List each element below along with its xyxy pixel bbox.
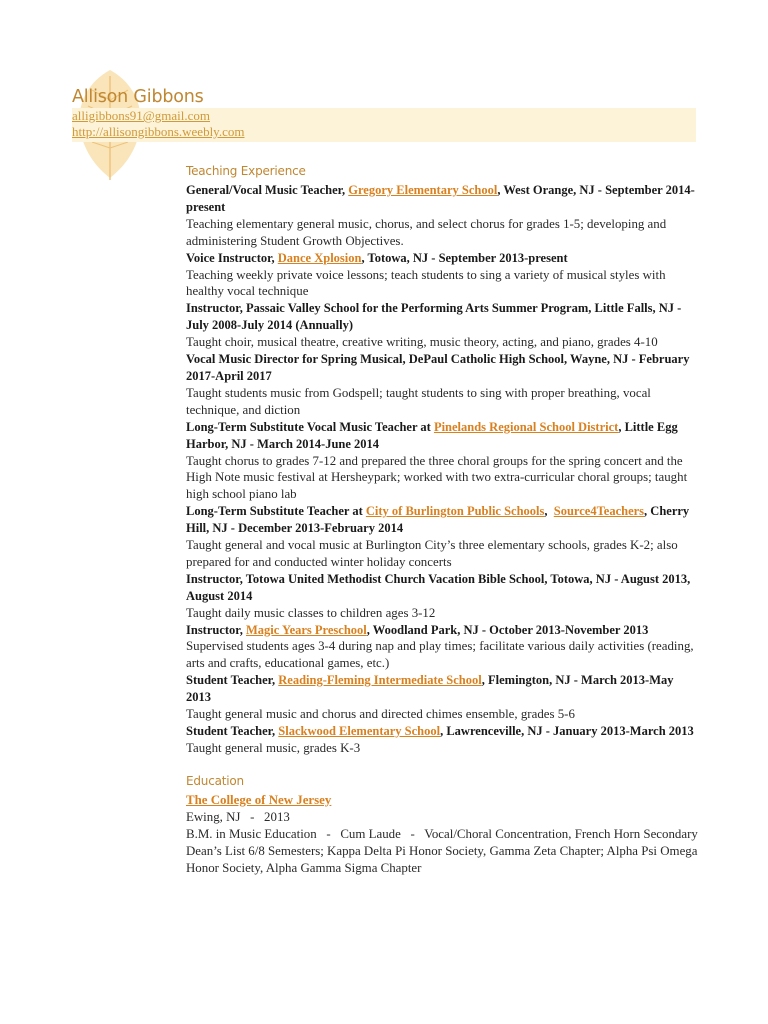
- entry-title: Student Teacher,: [186, 724, 279, 738]
- entry-description: Taught choir, musical theatre, creative writing, music theory, acting, and piano, grades 4-10: [186, 335, 658, 350]
- honors-line: Dean’s List 6/8 Semesters; Kappa Delta Pi Honor Society, Gamma Zeta Chapter; Alpha Psi Omega Honor Society, Alpha Gamma Sigma Chapter: [186, 843, 701, 875]
- entry-description: Teaching weekly private voice lessons; teach students to sing a variety of musical styles with healthy vocal technique: [186, 267, 666, 299]
- entry-description: Taught general music, grades K-3: [186, 740, 361, 755]
- entry-location-date: , Lawrenceville, NJ - January 2013-March 2013: [440, 724, 694, 738]
- entry-heading: [186, 622, 698, 639]
- entry-location-date: , West Orange, NJ - September 2014-present: [186, 183, 695, 214]
- section-title-teaching: Teaching Experience: [186, 164, 306, 178]
- email-link[interactable]: alligibbons91@gmail.com: [72, 108, 210, 123]
- school-location-year: Ewing, NJ - 2013: [186, 809, 290, 824]
- entry-title: Voice Instructor,: [186, 250, 278, 265]
- experience-entry: [186, 503, 698, 571]
- employer-link[interactable]: City of Burlington Public Schools: [365, 504, 545, 519]
- experience-entry: [186, 419, 698, 504]
- experience-entry: [186, 571, 698, 622]
- experience-entry: [186, 300, 698, 351]
- entry-title: Instructor,: [186, 622, 246, 637]
- entry-description: Taught chorus to grades 7-12 and prepared the three choral groups for the spring concert and the High Note music festival at Hersheypark; worked with two extra-curricular choral groups; taught high school piano lab: [186, 453, 688, 502]
- employer-link[interactable]: Gregory Elementary School: [348, 183, 498, 197]
- resume-body: [186, 163, 701, 876]
- experience-entry: [186, 723, 698, 757]
- experience-entry: [186, 182, 698, 250]
- experience-entry: [186, 250, 698, 301]
- employer-link[interactable]: Reading-Fleming Intermediate School: [278, 673, 482, 688]
- entry-location-date: , Woodland Park, NJ - October 2013-November 2013: [366, 622, 649, 637]
- entry-heading: Instructor, Passaic Valley School for the Performing Arts Summer Program, Little Falls, NJ - July 2008-July 2014 (Annually): [186, 301, 682, 333]
- employer-link[interactable]: Pinelands Regional School District: [433, 419, 619, 434]
- entry-description: Taught general music and chorus and directed chimes ensemble, grades 5-6: [186, 707, 575, 722]
- entry-title: Student Teacher,: [186, 673, 279, 688]
- entry-heading: [186, 672, 698, 706]
- entry-description: Taught daily music classes to children ages 3-12: [186, 605, 436, 620]
- experience-entry: [186, 672, 698, 723]
- experience-entry: [186, 351, 698, 419]
- employer-link-secondary[interactable]: Source4Teachers: [553, 504, 645, 519]
- entry-title: Long-Term Substitute Teacher at: [186, 504, 366, 519]
- entry-description: Taught students music from Godspell; taught students to sing with proper breathing, vocal technique, and diction: [186, 385, 651, 417]
- entry-heading: [186, 419, 698, 453]
- entry-location-date: , Flemington, NJ - March 2013-May 2013: [186, 673, 674, 705]
- entry-location-date: , Totowa, NJ - September 2013-present: [361, 250, 568, 265]
- applicant-name: Allison Gibbons: [72, 87, 204, 107]
- entry-separator: ,: [544, 504, 554, 519]
- resume-header: [72, 86, 692, 140]
- entry-title: Long-Term Substitute Vocal Music Teacher at: [186, 419, 434, 434]
- entry-location-date: , Cherry Hill, NJ - December 2013-February 2014: [186, 504, 690, 536]
- entry-location-date: , Little Egg Harbor, NJ - March 2014-June 2014: [186, 419, 678, 451]
- education-section: [186, 773, 701, 877]
- employer-link[interactable]: Slackwood Elementary School: [278, 724, 441, 738]
- entry-description: Supervised students ages 3-4 during nap and play times; facilitate various daily activities (reading, arts and crafts, educational games, etc.): [186, 639, 694, 671]
- entry-heading: Instructor, Totowa United Methodist Church Vacation Bible School, Totowa, NJ - August 2013, August 2014: [186, 571, 691, 603]
- experience-entry: [186, 622, 698, 673]
- entry-heading: [186, 250, 698, 267]
- entry-description: Teaching elementary general music, chorus, and select chorus for grades 1-5; developing and administering Student Growth Objectives.: [186, 216, 667, 248]
- entry-heading: [186, 723, 698, 740]
- entry-heading: [186, 182, 698, 216]
- employer-link[interactable]: Dance Xplosion: [277, 250, 362, 265]
- school-link[interactable]: The College of New Jersey: [186, 792, 332, 807]
- entry-description: Taught general and vocal music at Burlington City’s three elementary schools, grades K-2; also prepared for and conducted winter holiday concerts: [186, 538, 678, 569]
- entry-title: General/Vocal Music Teacher,: [186, 183, 349, 197]
- entry-heading: Vocal Music Director for Spring Musical, DePaul Catholic High School, Wayne, NJ - February 2017-April 2017: [186, 352, 690, 383]
- degree-line: B.M. in Music Education - Cum Laude - Vocal/Choral Concentration, French Horn Secondary: [186, 826, 698, 841]
- employer-link[interactable]: Magic Years Preschool: [245, 622, 367, 637]
- teaching-experience-section: [186, 163, 698, 757]
- section-title-education: Education: [186, 773, 244, 788]
- entry-heading: [186, 503, 698, 537]
- website-link[interactable]: http://allisongibbons.weebly.com: [72, 124, 245, 139]
